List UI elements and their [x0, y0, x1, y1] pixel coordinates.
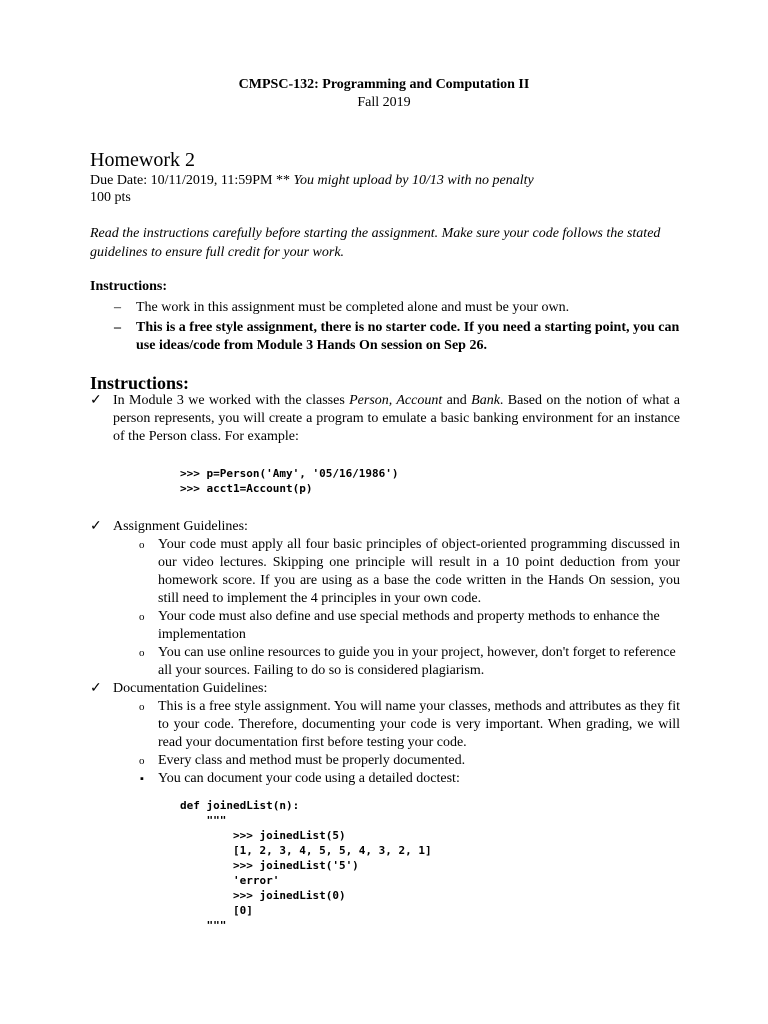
term-label: Fall 2019 — [357, 95, 411, 110]
circle-bullet: o — [139, 755, 145, 767]
dash-bullet: – — [114, 320, 121, 335]
guideline-item — [90, 644, 680, 680]
due-date-text: Due Date: 10/11/2019, 11:59PM ** — [90, 173, 294, 188]
rule-item — [90, 299, 690, 317]
check-icon: ✓ — [90, 681, 102, 696]
intro-paragraph: Read the instructions carefully before starting the assignment. Make sure your code follows the stated guidelines to ensure full credit for your work. — [90, 226, 661, 260]
check-icon: ✓ — [90, 519, 102, 534]
documentation-label-text: Documentation Guidelines: — [113, 681, 268, 696]
documentation-guidelines-label — [90, 680, 680, 698]
dash-bullet: – — [114, 300, 121, 315]
circle-bullet: o — [139, 539, 145, 551]
assignment-guidelines-label — [90, 518, 680, 536]
class-names: Person, Account — [349, 393, 443, 408]
documentation-item — [90, 752, 680, 770]
documentation-text: Every class and method must be properly documented. — [158, 753, 466, 768]
check-icon: ✓ — [90, 393, 102, 408]
example-code: >>> p=Person('Amy', '05/16/1986') >>> acct1=Account(p) — [180, 467, 399, 495]
module-text-pre: In Module 3 we worked with the classes — [113, 393, 350, 408]
homework-title: Homework 2 — [90, 149, 195, 171]
due-date-note: You might upload by 10/13 with no penalty — [293, 173, 534, 188]
rule-item — [90, 319, 690, 355]
guideline-item — [90, 608, 680, 644]
instructions-body — [90, 392, 680, 933]
documentation-item — [90, 770, 680, 788]
rule-text: This is a free style assignment, there is no starter code. If you need a starting point, you can use ideas/code from Module 3 Hands On session on Sep 26. — [136, 320, 680, 353]
due-date — [90, 172, 534, 189]
rule-text: The work in this assignment must be completed alone and must be your own. — [136, 300, 570, 315]
square-bullet: ▪ — [140, 773, 144, 785]
course-title: CMPSC-132: Programming and Computation II — [238, 77, 530, 92]
guideline-item — [90, 536, 680, 608]
circle-bullet: o — [139, 611, 145, 623]
documentation-text: You can document your code using a detailed doctest: — [158, 771, 460, 786]
instructions-label: Instructions: — [90, 279, 168, 294]
circle-bullet: o — [139, 701, 145, 713]
module-text-post: . Based on the notion of what a person represents, you will create a program to emulate a basic banking environment for an instance of the Person class. For example: — [113, 393, 680, 444]
circle-bullet: o — [139, 647, 145, 659]
module-text-mid: and — [442, 393, 472, 408]
guidelines-label-text: Assignment Guidelines: — [113, 519, 248, 534]
points-label: 100 pts — [90, 190, 131, 205]
doctest-code: def joinedList(n): """ >>> joinedList(5) [1, 2, 3, 4, 5, 5, 4, 3, 2, 1] >>> joinedList('5') 'error' >>> joinedList(0) [0] """ — [180, 799, 432, 932]
guideline-text: Your code must also define and use special methods and property methods to enhance the implementation — [158, 609, 660, 642]
guideline-text: Your code must apply all four basic principles of object-oriented programming discussed in our video lectures. Skipping one principle will result in a 10 point deduction from your homework score. If you are using as a base the code written in the Hands On session, you still need to implement the 4 principles in your own code. — [158, 537, 680, 606]
documentation-item — [90, 698, 680, 752]
guideline-text: You can use online resources to guide you in your project, however, don't forget to reference all your sources. Failing to do so is considered plagiarism. — [158, 645, 676, 678]
module-item — [90, 392, 680, 446]
rules-list — [90, 299, 690, 355]
class-name-bank: Bank — [471, 393, 500, 408]
instructions-heading: Instructions: — [90, 373, 190, 393]
documentation-text: This is a free style assignment. You will name your classes, methods and attributes as they fit to your code. Therefore, documenting your code is very important. When grading, we will read your documentation first before testing your code. — [158, 699, 680, 750]
